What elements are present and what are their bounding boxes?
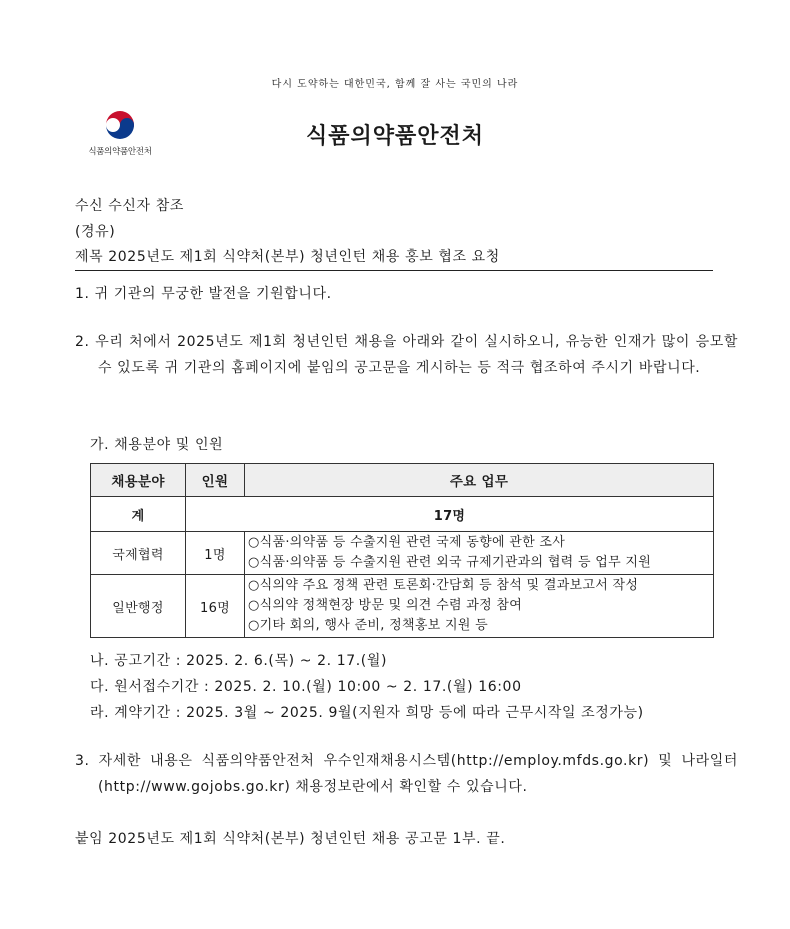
recipient-line: 수신 수신자 참조	[75, 198, 184, 214]
duty-item: ○식의약 정책현장 방문 및 의견 수렴 과정 참여	[248, 598, 523, 613]
duty-item: ○식품·의약품 등 수출지원 관련 국제 동향에 관한 조사	[248, 535, 566, 550]
table-row	[91, 575, 714, 638]
slogan: 다시 도약하는 대한민국, 함께 잘 사는 국민의 나라	[271, 79, 519, 90]
row-field: 국제협력	[91, 532, 186, 575]
paragraph-2: 2. 우리 처에서 2025년도 제1회 청년인턴 채용을 아래와 같이 실시하오니, 유능한 인재가 많이 응모할 수 있도록 귀 기관의 홈페이지에 붙임의 공고문을 게시하는 등 적극 협조하여 주시기 바랍니다.	[75, 334, 738, 376]
header-duties: 주요 업무	[245, 464, 714, 497]
section-da: 다. 원서접수기간 : 2025. 2. 10.(월) 10:00 ~ 2. 17.(월) 16:00	[90, 679, 522, 695]
row-duties	[245, 575, 714, 638]
row-duties	[245, 532, 714, 575]
duty-item: ○기타 회의, 행사 준비, 정책홍보 지원 등	[248, 618, 488, 633]
logo-text: 식품의약품안전처	[88, 147, 152, 157]
subject-line: 제목 2025년도 제1회 식약처(본부) 청년인턴 채용 홍보 협조 요청	[75, 249, 500, 265]
total-label: 계	[91, 497, 186, 532]
table-header-row	[91, 464, 714, 497]
attachment-line: 붙임 2025년도 제1회 식약처(본부) 청년인턴 채용 공고문 1부. 끝.	[75, 831, 506, 847]
duty-item: ○식품·의약품 등 수출지원 관련 외국 규제기관과의 협력 등 업무 지원	[248, 555, 652, 570]
table-total-row	[91, 497, 714, 532]
subject-row	[75, 246, 713, 271]
header-field: 채용분야	[91, 464, 186, 497]
row-count: 1명	[186, 532, 245, 575]
section-ga: 가. 채용분야 및 인원	[90, 437, 224, 453]
via-line: (경유)	[75, 224, 116, 240]
paragraph-1: 1. 귀 기관의 무궁한 발전을 기원합니다.	[75, 286, 332, 302]
section-na: 나. 공고기간 : 2025. 2. 6.(목) ~ 2. 17.(월)	[90, 653, 388, 669]
row-field: 일반행정	[91, 575, 186, 638]
section-ra: 라. 계약기간 : 2025. 3월 ~ 2025. 9월(지원자 희망 등에 따라 근무시작일 조정가능)	[90, 705, 644, 721]
duty-item: ○식의약 주요 정책 관련 토론회·간담회 등 참석 및 결과보고서 작성	[248, 578, 639, 593]
row-count: 16명	[186, 575, 245, 638]
org-title: 식품의약품안전처	[305, 124, 485, 149]
table-row	[91, 532, 714, 575]
recruitment-table	[90, 463, 714, 638]
header-count: 인원	[186, 464, 245, 497]
total-count: 17명	[186, 497, 714, 532]
paragraph-3: 3. 자세한 내용은 식품의약품안전처 우수인재채용시스템(http://employ.mfds.go.kr) 및 나라일터(http://www.gojobs.go.kr) 채용정보란에서 확인할 수 있습니다.	[75, 753, 738, 795]
